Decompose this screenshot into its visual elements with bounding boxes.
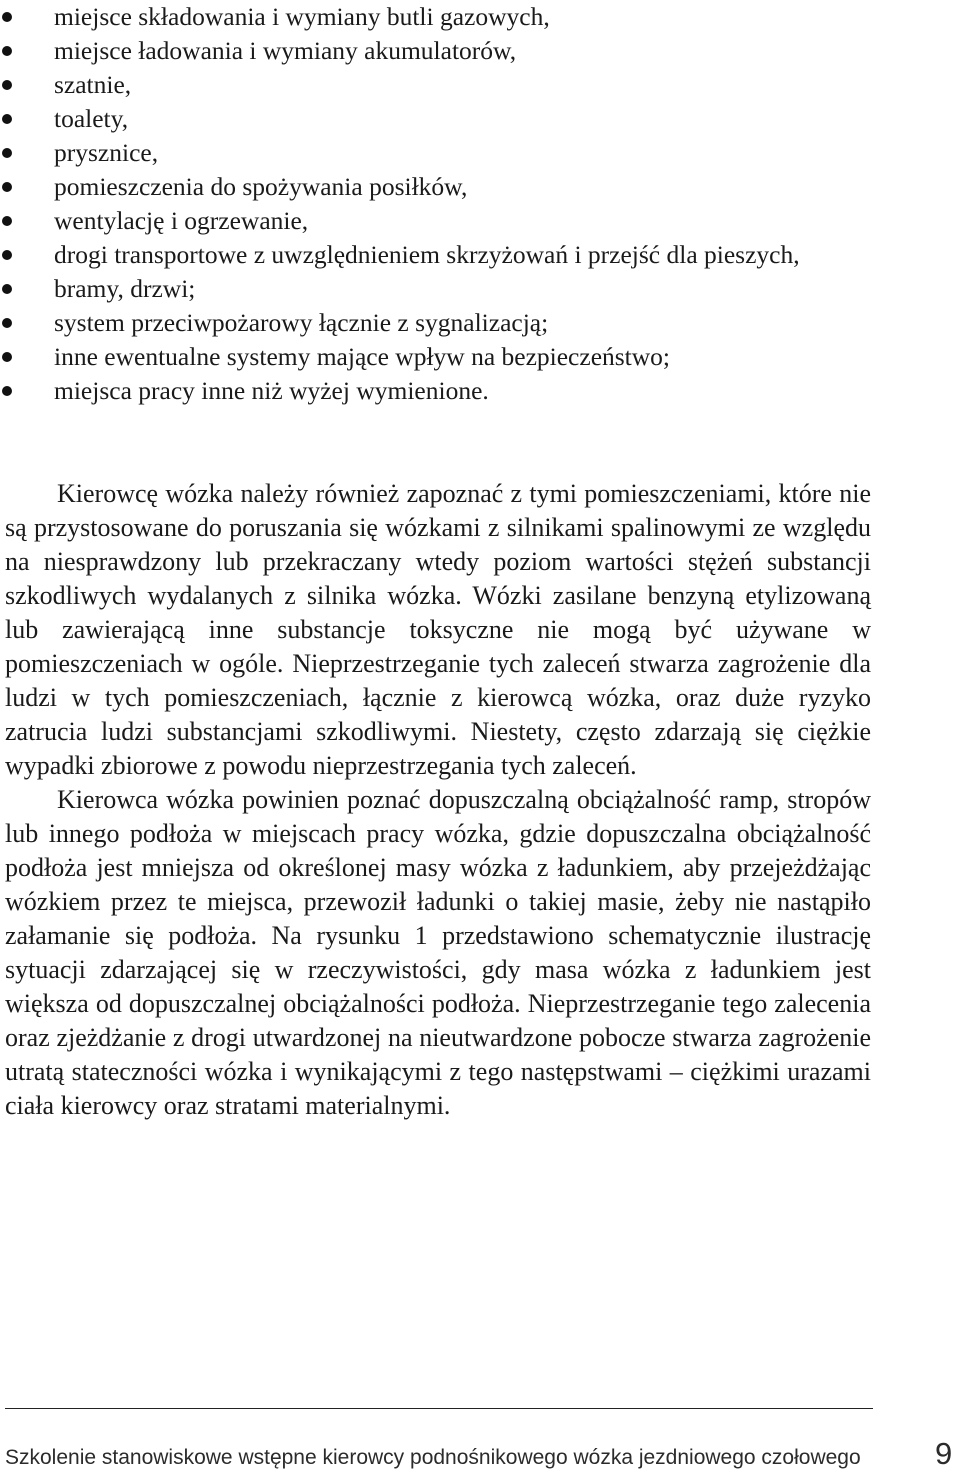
- list-item: [0, 170, 900, 204]
- list-item: [0, 238, 900, 272]
- list-item: [0, 374, 900, 408]
- list-item: [0, 204, 900, 238]
- bullet-dot: [2, 284, 12, 294]
- list-item-text: bramy, drzwi;: [54, 274, 196, 303]
- list-item: [0, 272, 900, 306]
- list-item-text: miejsce ładowania i wymiany akumulatorów,: [54, 36, 517, 65]
- bullet-dot: [2, 80, 12, 90]
- body-text: [5, 477, 871, 1123]
- bullet-dot: [2, 182, 12, 192]
- list-item-text: pomieszczenia do spożywania posiłków,: [54, 172, 468, 201]
- list-item-text: toalety,: [54, 104, 129, 133]
- bullet-dot: [2, 386, 12, 396]
- list-item-text: drogi transportowe z uwzględnieniem skrzyżowań i przejść dla pieszych,: [54, 240, 800, 269]
- list-item: [0, 340, 900, 374]
- list-item-text: prysznice,: [54, 138, 159, 167]
- list-item: [0, 0, 900, 34]
- list-item-text: system przeciwpożarowy łącznie z sygnalizacją;: [54, 308, 549, 337]
- list-item: [0, 68, 900, 102]
- list-item-text: miejsca pracy inne niż wyżej wymienione.: [54, 376, 489, 405]
- list-item: [0, 102, 900, 136]
- bullet-dot: [2, 318, 12, 328]
- list-item: [0, 306, 900, 340]
- list-item-text: inne ewentualne systemy mające wpływ na bezpieczeństwo;: [54, 342, 671, 371]
- bullet-dot: [2, 216, 12, 226]
- paragraph: Kierowcę wózka należy również zapoznać z tymi pomieszczeniami, które nie są przystosowane do poruszania się wózkami z silnikami spalinowymi ze względu na niesprawdzony lub przekraczany wtedy poziom wartości stężeń substancji szkodliwych wydalanych z silnika wózka. Wózki zasilane benzyną etylizowaną lub zawierającą inne substancje toksyczne nie mogą być używane w pomieszczeniach w ogóle. Nieprzestrzeganie tych zaleceń stwarza zagrożenie dla ludzi w tych pomieszczeniach, łącznie z kierowcą wózka, oraz duże ryzyko zatrucia ludzi substancjami szkodliwymi. Niestety, często zdarzają się ciężkie wypadki zbiorowe z powodu nieprzestrzegania tych zaleceń.: [5, 479, 871, 780]
- footer-divider: [5, 1408, 873, 1409]
- list-item-text: szatnie,: [54, 70, 132, 99]
- page-number: 9: [935, 1436, 953, 1471]
- bullet-dot: [2, 12, 12, 22]
- bullet-dot: [2, 352, 12, 362]
- list-item: [0, 34, 900, 68]
- list-item: [0, 136, 900, 170]
- list-item-text: wentylację i ogrzewanie,: [54, 206, 309, 235]
- bullet-dot: [2, 114, 12, 124]
- bullet-dot: [2, 148, 12, 158]
- list-item-text: miejsce składowania i wymiany butli gazowych,: [54, 2, 550, 31]
- footer-title: Szkolenie stanowiskowe wstępne kierowcy podnośnikowego wózka jezdniowego czołowego: [5, 1446, 861, 1469]
- bullet-list: [0, 0, 900, 408]
- bullet-dot: [2, 250, 12, 260]
- paragraph: Kierowca wózka powinien poznać dopuszczalną obciążalność ramp, stropów lub innego podłoża w miejscach pracy wózka, gdzie dopuszczalna obciążalność podłoża jest mniejsza od określonej masy wózka z ładunkiem, aby przejeżdżając wózkiem przez te miejsca, przewoził ładunki o takiej masie, żeby nie nastąpiło załamanie się podłoża. Na rysunku 1 przedstawiono schematycznie ilustrację sytuacji zdarzającej się w rzeczywistości, gdy masa wózka z ładunkiem jest większa od dopuszczalnej obciążalności podłoża. Nieprzestrzeganie tego zalecenia oraz zjeżdżanie z drogi utwardzonej na nieutwardzone pobocze stwarza zagrożenie utratą stateczności wózka i wynikającymi z tego następstwami – ciężkimi urazami ciała kierowcy oraz stratami materialnymi.: [5, 785, 871, 1120]
- bullet-dot: [2, 46, 12, 56]
